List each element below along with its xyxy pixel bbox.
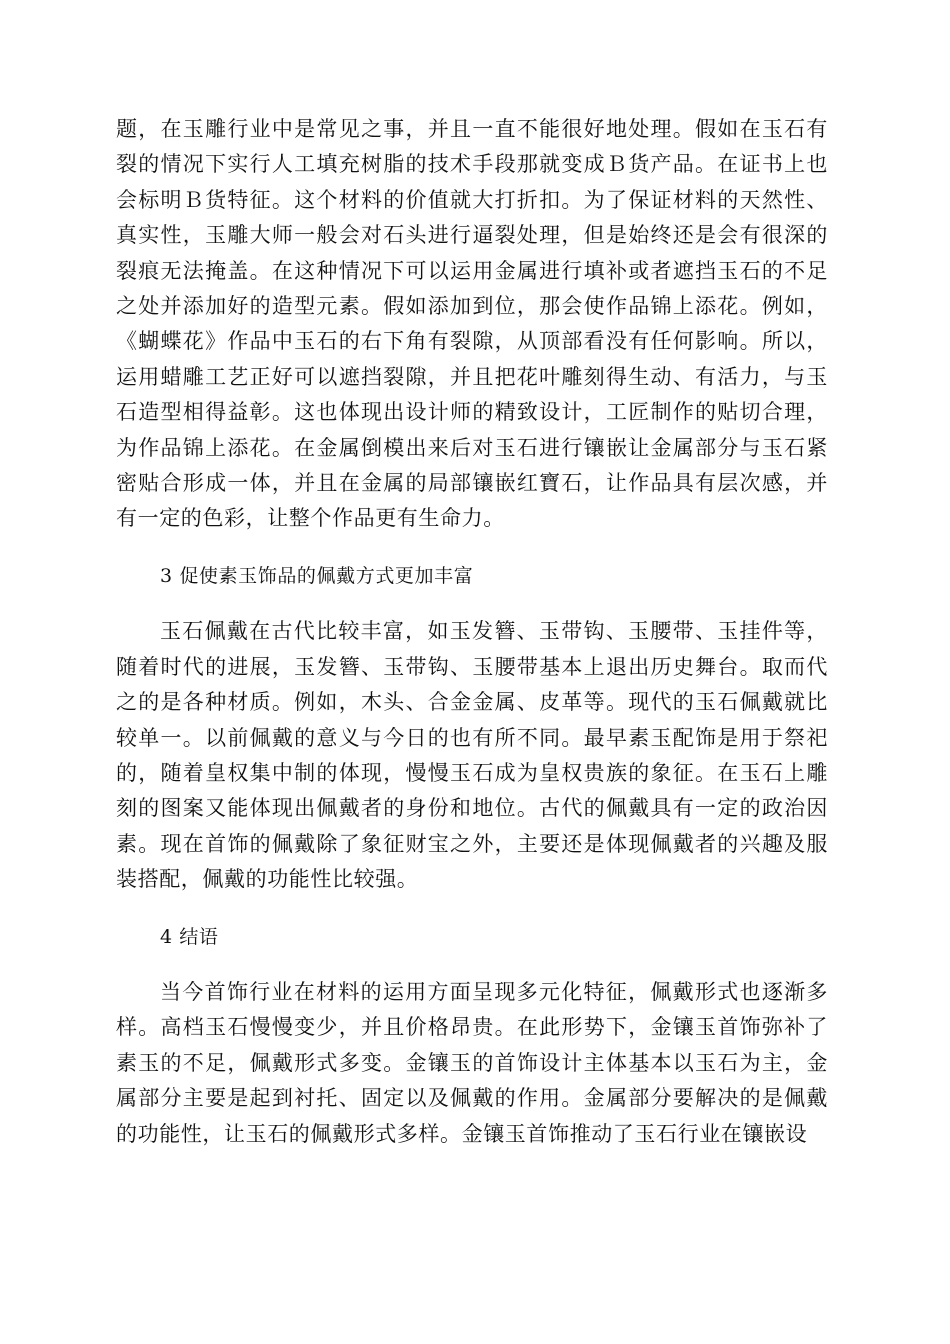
- paragraph-continuation: 题，在玉雕行业中是常见之事，并且一直不能很好地处理。假如在玉石有裂的情况下实行人工填充树脂的技术手段那就变成Ｂ货产品。在证书上也会标明Ｂ货特征。这个材料的价值就大打折扣。为了保证材料的天然性、真实性，玉雕大师一般会对石头进行逼裂处理，但是始终还是会有很深的裂痕无法掩盖。在这种情况下可以运用金属进行填补或者遮挡玉石的不足之处并添加好的造型元素。假如添加到位，那会使作品锦上添花。例如，《蝴蝶花》作品中玉石的右下角有裂隙，从顶部看没有任何影响。所以，运用蜡雕工艺正好可以遮挡裂隙，并且把花叶雕刻得生动、有活力，与玉石造型相得益彰。这也体现出设计师的精致设计，工匠制作的贴切合理，为作品锦上添花。在金属倒模出来后对玉石进行镶嵌让金属部分与玉石紧密贴合形成一体，并且在金属的局部镶嵌红寶石，让作品具有层次感，并有一定的色彩，让整个作品更有生命力。: [116, 117, 828, 531]
- document-page: [116, 112, 828, 1152]
- spacer: [116, 594, 828, 614]
- section-heading-4: 4 结语: [160, 925, 219, 948]
- spacer: [116, 537, 828, 559]
- paragraph-section-3: 玉石佩戴在古代比较丰富，如玉发簪、玉带钩、玉腰带、玉挂件等，随着时代的进展，玉发簪、玉带钩、玉腰带基本上退出历史舞台。取而代之的是各种材质。例如，木头、合金金属、皮革等。现代的玉石佩戴就比较单一。以前佩戴的意义与今日的也有所不同。最早素玉配饰是用于祭祀的，随着皇权集中制的体现，慢慢玉石成为皇权贵族的象征。在玉石上雕刻的图案又能体现出佩戴者的身份和地位。古代的佩戴具有一定的政治因素。现在首饰的佩戴除了象征财宝之外，主要还是体现佩戴者的兴趣及服装搭配，佩戴的功能性比较强。: [116, 619, 828, 892]
- spacer: [116, 955, 828, 975]
- paragraph-conclusion: 当今首饰行业在材料的运用方面呈现多元化特征，佩戴形式也逐渐多样。高档玉石慢慢变少，并且价格昂贵。在此形势下，金镶玉首饰弥补了素玉的不足，佩戴形式多变。金镶玉的首饰设计主体基本以玉石为主，金属部分主要是起到衬托、固定以及佩戴的作用。金属部分要解决的是佩戴的功能性，让玉石的佩戴形式多样。金镶玉首饰推动了玉石行业在镶嵌设: [116, 979, 828, 1146]
- spacer: [116, 898, 828, 920]
- section-heading-3: 3 促使素玉饰品的佩戴方式更加丰富: [160, 564, 474, 587]
